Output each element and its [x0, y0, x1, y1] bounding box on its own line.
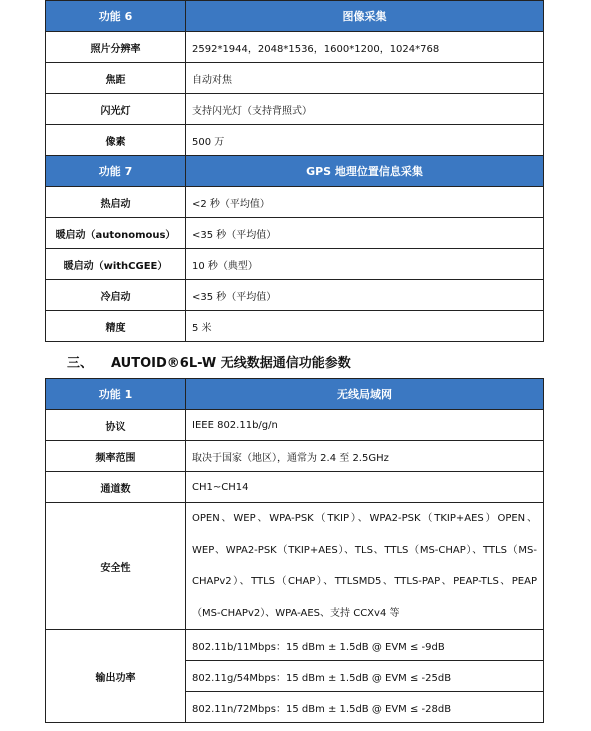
row-label: 照片分辨率: [46, 32, 186, 63]
header-value: GPS 地理位置信息采集: [186, 156, 544, 187]
row-value: 2592*1944，2048*1536，1600*1200，1024*768: [186, 32, 544, 63]
header-value: 图像采集: [186, 1, 544, 32]
table-header-row: [46, 379, 544, 410]
header-value: 无线局域网: [186, 379, 544, 410]
table-row: [46, 503, 544, 630]
row-value: <35 秒（平均值）: [186, 218, 544, 249]
row-value: CH1~CH14: [186, 472, 544, 503]
row-value: 500 万: [186, 125, 544, 156]
row-value: 自动对焦: [186, 63, 544, 94]
table-row: [46, 94, 544, 125]
header-label: 功能 6: [46, 1, 186, 32]
table-row: [46, 187, 544, 218]
header-label: 功能 1: [46, 379, 186, 410]
table-row: [46, 125, 544, 156]
table-row: [46, 249, 544, 280]
security-value: OPEN、WEP、WPA-PSK（TKIP）、WPA2-PSK（TKIP+AES）OPEN、WEP、WPA2-PSK（TKIP+AES）、TLS、TTLS（MS-CHAP）、TTLS（MS-CHAPv2）、TTLS（CHAP）、TTLSMD5、TTLS-PAP、PEAP-TLS、PEAP（MS-CHAPv2）、WPA-AES、支持 CCXv4 等: [186, 503, 544, 630]
row-value: <35 秒（平均值）: [186, 280, 544, 311]
row-label: 暖启动（autonomous）: [46, 218, 186, 249]
table-row: [46, 441, 544, 472]
header-label: 功能 7: [46, 156, 186, 187]
row-value: 10 秒（典型）: [186, 249, 544, 280]
spec-table-image-gps: [45, 0, 544, 342]
row-value: <2 秒（平均值）: [186, 187, 544, 218]
row-value: 取决于国家（地区），通常为 2.4 至 2.5GHz: [186, 441, 544, 472]
section-title: AUTOID®6L-W 无线数据通信功能参数: [111, 356, 351, 371]
section-number: 三、: [67, 356, 94, 371]
row-label: 热启动: [46, 187, 186, 218]
table-row: [46, 280, 544, 311]
row-value: 5 米: [186, 311, 544, 342]
power-value: 802.11g/54Mbps：15 dBm ± 1.5dB @ EVM ≤ -25dB: [186, 661, 544, 692]
table-row: [46, 63, 544, 94]
row-label: 安全性: [46, 503, 186, 630]
power-value: 802.11n/72Mbps：15 dBm ± 1.5dB @ EVM ≤ -28dB: [186, 692, 544, 723]
row-value: IEEE 802.11b/g/n: [186, 410, 544, 441]
row-label: 输出功率: [46, 630, 186, 723]
row-label: 协议: [46, 410, 186, 441]
table-row: [46, 218, 544, 249]
table-row: [46, 311, 544, 342]
table-row: [46, 472, 544, 503]
section-heading: [67, 352, 351, 371]
table-row: [46, 630, 544, 661]
row-label: 通道数: [46, 472, 186, 503]
table-row: [46, 32, 544, 63]
row-label: 精度: [46, 311, 186, 342]
table-header-row: [46, 156, 544, 187]
row-label: 闪光灯: [46, 94, 186, 125]
table-row: [46, 410, 544, 441]
row-label: 频率范围: [46, 441, 186, 472]
row-label: 焦距: [46, 63, 186, 94]
table-header-row: [46, 1, 544, 32]
row-label: 像素: [46, 125, 186, 156]
row-value: 支持闪光灯（支持背照式）: [186, 94, 544, 125]
row-label: 暖启动（withCGEE）: [46, 249, 186, 280]
spec-table-wireless: [45, 378, 544, 723]
power-value: 802.11b/11Mbps：15 dBm ± 1.5dB @ EVM ≤ -9dB: [186, 630, 544, 661]
row-label: 冷启动: [46, 280, 186, 311]
